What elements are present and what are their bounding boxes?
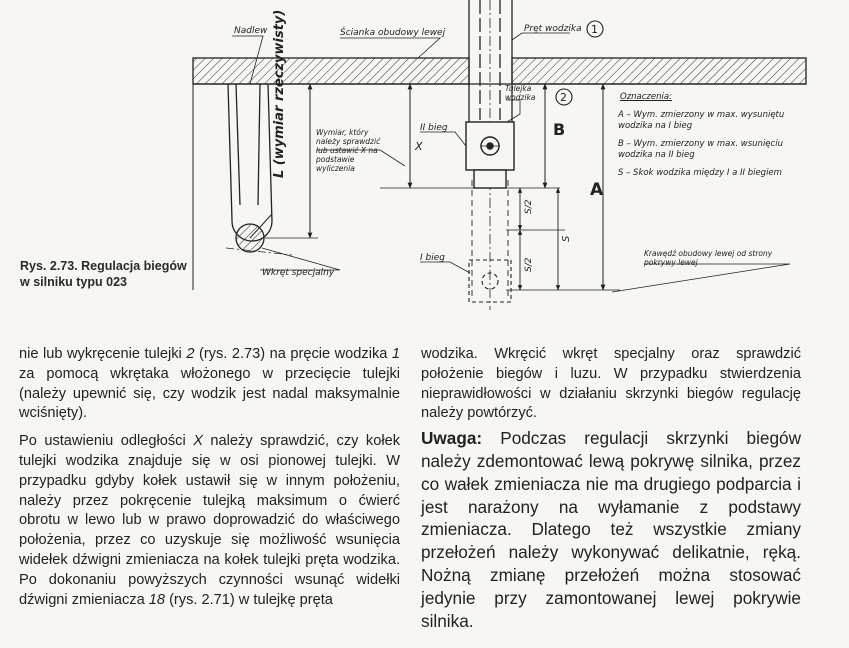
sleeve-upper [466, 122, 514, 188]
a-label: A [590, 180, 604, 200]
tulejka-number: 2 [560, 91, 567, 104]
text-run: nie lub wykręcenie tulejki [19, 346, 187, 362]
note-paragraph [421, 427, 801, 632]
text-column-right [421, 345, 801, 632]
text-run: (rys. 2.73) na pręcie wodzika [194, 346, 392, 362]
krawedz-label: Krawędź obudowy lewej od strony pokrywy lewej [644, 249, 773, 267]
legend-s: S – Skok wodzika między I a II biegiem [618, 167, 782, 178]
wymiar-label-wrap [316, 128, 386, 173]
legend-a: A – Wym. zmierzony w max. wysuniętu wodzika na I bieg [618, 109, 785, 131]
reference-number: 18 [148, 591, 166, 608]
paragraph [19, 345, 400, 424]
nadlew-label: Nadlew [234, 26, 268, 36]
ii-bieg-label: II bieg [420, 123, 448, 133]
s2-top-label: S/2 [524, 199, 534, 214]
x-label: X [415, 140, 423, 153]
tulejka-label-wrap [505, 84, 553, 112]
pret-number: 1 [591, 23, 598, 36]
scianka-label: Ścianka obudowy lewej [340, 28, 446, 38]
s2-bottom-label: S/2 [524, 257, 534, 272]
legend-title: Oznaczenia: [620, 92, 672, 102]
reference-number: 2 [186, 346, 195, 362]
tulejka-label: Tulejka wodzika [505, 84, 536, 102]
wkret-label: Wkręt specjalny [262, 268, 335, 278]
text-run: (rys. 2.71) w tulejkę pręta [165, 591, 333, 608]
paragraph [19, 432, 400, 610]
text-run: za pomocą wkrętaka włożonego w przecięcie tulejki (należy upewnić się, czy wodzik jest nadal maksymalnie wciśnięty). [19, 365, 400, 422]
note-label: Uwaga: [421, 428, 483, 449]
wymiar-label: Wymiar, który należy sprawdzić lub ustawić X na podstawie wyliczenia [316, 128, 381, 173]
paragraph: wodzika. Wkręcić wkręt specjalny oraz sprawdzić położenie biegów i luzu. W przypadku stwierdzenia nieprawidłowości w działaniu skrzynki biegów regulację należy powtórzyć. [421, 346, 801, 422]
krawedz-label-wrap [644, 249, 794, 275]
i-bieg-label: I bieg [420, 253, 445, 263]
l-label: L (wymiar rzeczywisty) [272, 9, 287, 178]
x-dimension [380, 84, 474, 188]
text-run: Po ustawieniu odległości [19, 433, 194, 450]
pret-label: Pręt wodzika [524, 24, 582, 34]
text-column-left [19, 345, 400, 610]
legend-wrap [618, 92, 808, 202]
reference-number: X [193, 433, 203, 450]
note-text: Podczas regulacji skrzynki biegów należy zdemontować lewą pokrywę silnika, przez co wałek zmieniacza nie ma drugiego podparcia i jest narażony na wyłamanie z podstawy zmieniacza. Dlatego też wszystkie zmiany przełożeń należy wykonywać delikatnie, ręką. Nożną zmianę przełożeń można stosować jedynie przy zamontowanej lewej pokrywie silnika. [421, 428, 801, 631]
s-label: S [561, 235, 572, 242]
figure-caption: Rys. 2.73. Regulacja biegów w silniku typu 023 [20, 259, 187, 289]
b-label: B [553, 120, 566, 139]
reference-number: 1 [391, 346, 400, 362]
text-run: należy sprawdzić, czy kołek tulejki wodzika znajduje się w osi pionowej tulejki. W przypadku gdyby kołek ustawił się w innym położeniu, należy przez pokręcenie tulejką maksimum o ćwierć obrotu w lewo lub w prawo doprowadzić do właściwego położenia, przez co uzyskuje się możliwość wsunięcia widełek dźwigni zmieniacza na kołek tulejki pręta wodzika. Po dokonaniu powyższych czynności wsunąć widełki dźwigni zmieniacza [19, 433, 400, 608]
legend-b: B – Wym. zmierzony w max. wsunięciu wodzika na II bieg [618, 138, 783, 160]
